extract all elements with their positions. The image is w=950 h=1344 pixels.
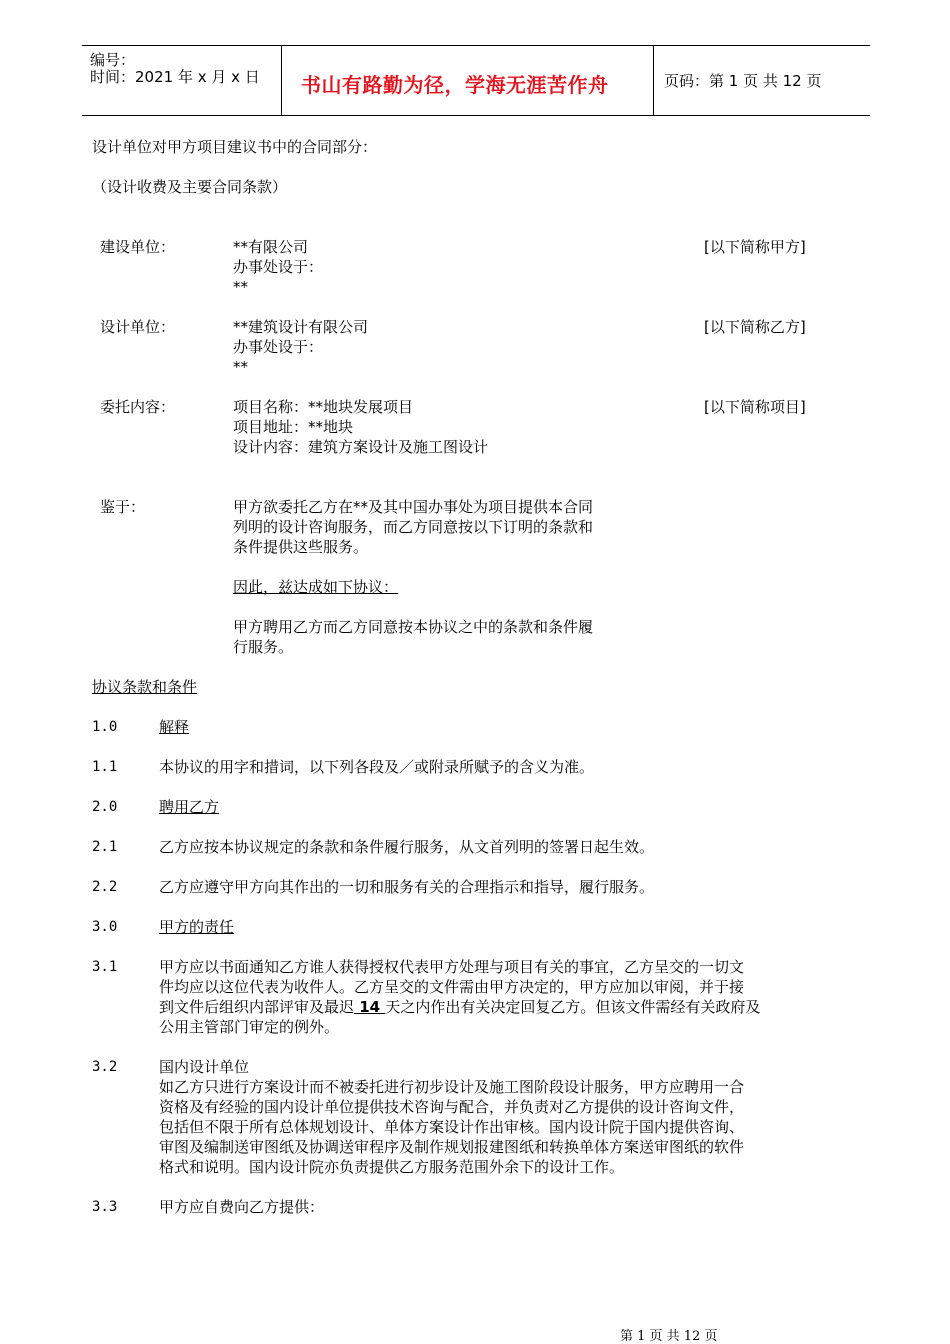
header-divider bbox=[653, 46, 654, 115]
days-value: 14 bbox=[354, 998, 386, 1016]
clause-heading: 聘用乙方 bbox=[159, 798, 220, 816]
party-line: ** bbox=[233, 358, 248, 376]
party-details bbox=[233, 397, 488, 457]
intro-line: 设计单位对甲方项目建议书中的合同部分： bbox=[92, 138, 378, 156]
party-alias: [以下简称乙方] bbox=[704, 318, 806, 336]
party-alias: [以下简称项目] bbox=[704, 398, 806, 416]
terms-heading: 协议条款和条件 bbox=[92, 678, 198, 696]
clause-line: 审图及编制送审图纸及协调送审程序及制作规划报建图纸和转换单体方案送审图纸的软件 bbox=[159, 1138, 745, 1156]
clause-number: 1.1 bbox=[92, 759, 118, 775]
clause-number: 2.2 bbox=[92, 879, 118, 895]
clause-text: 乙方应按本协议规定的条款和条件履行服务，从文首列明的签署日起生效。 bbox=[159, 838, 655, 856]
paragraph-line: 甲方欲委托乙方在**及其中国办事处为项目提供本合同 bbox=[233, 498, 594, 516]
paragraph-line: 条件提供这些服务。 bbox=[233, 538, 369, 556]
party-line: 项目地址：**地块 bbox=[233, 418, 354, 436]
clause-text bbox=[159, 1057, 864, 1177]
clause-line: 资格及有经验的国内设计单位提供技术咨询与配合，并负责对乙方提供的设计咨询文件， bbox=[159, 1098, 745, 1116]
clause-text bbox=[159, 957, 864, 1037]
document-time: 时间：2021 年 x 月 x 日 bbox=[90, 68, 260, 86]
header-slogan: 书山有路勤为径，学海无涯苦作舟 bbox=[301, 73, 609, 97]
clause-line-start: 到文件后组织内部评审及最迟 bbox=[159, 998, 355, 1016]
clause-line: 公用主管部门审定的例外。 bbox=[159, 1018, 340, 1036]
clause-number: 2.1 bbox=[92, 839, 118, 855]
party-details bbox=[233, 317, 368, 377]
clause-line: 包括但不限于所有总体规划设计、单体方案设计作出审核。国内设计院于国内提供咨询、 bbox=[159, 1118, 745, 1136]
paragraph-line: 列明的设计咨询服务，而乙方同意按以下订明的条款和 bbox=[233, 518, 594, 536]
party-line: ** bbox=[233, 278, 248, 296]
paragraph-line: 甲方聘用乙方而乙方同意按本协议之中的条款和条件履 bbox=[233, 618, 594, 636]
clause-line: 甲方应以书面通知乙方谁人获得授权代表甲方处理与项目有关的事宜，乙方呈交的一切文 bbox=[159, 958, 745, 976]
page-header bbox=[82, 45, 870, 116]
page-footer: 第 1 页 共 12 页 bbox=[620, 1329, 718, 1344]
clause-number: 3.3 bbox=[92, 1199, 118, 1215]
clause-line-end: 天之内作出有关决定回复乙方。但该文件需经有关政府及 bbox=[385, 998, 761, 1016]
document-number-label: 编号： bbox=[90, 51, 136, 69]
clause-text: 本协议的用字和措词，以下列各段及／或附录所赋予的含义为准。 bbox=[159, 758, 595, 776]
party-line: **建筑设计有限公司 bbox=[233, 318, 369, 336]
party-label: 委托内容： bbox=[100, 398, 176, 416]
agreement-paragraph bbox=[233, 617, 593, 657]
whereas-label: 鉴于： bbox=[100, 498, 146, 516]
clause-line: 格式和说明。国内设计院亦负责提供乙方服务范围外余下的设计工作。 bbox=[159, 1158, 625, 1176]
party-line: 设计内容：建筑方案设计及施工图设计 bbox=[233, 438, 489, 456]
clause-number: 3.1 bbox=[92, 959, 118, 975]
party-line: 办事处设于： bbox=[233, 258, 324, 276]
clause-text: 乙方应遵守甲方向其作出的一切和服务有关的合理指示和指导，履行服务。 bbox=[159, 878, 655, 896]
clause-text: 甲方应自费向乙方提供： bbox=[159, 1198, 325, 1216]
header-page-info: 页码：第 1 页 共 12 页 bbox=[664, 72, 822, 90]
party-line: 办事处设于： bbox=[233, 338, 324, 356]
clause-number: 1.0 bbox=[92, 719, 118, 735]
party-label: 设计单位： bbox=[100, 318, 176, 336]
clause-heading: 解释 bbox=[159, 718, 190, 736]
party-line: **有限公司 bbox=[233, 238, 309, 256]
therefore-heading: 因此，兹达成如下协议： bbox=[233, 578, 399, 596]
party-label: 建设单位： bbox=[100, 238, 176, 256]
party-line: 项目名称：**地块发展项目 bbox=[233, 398, 414, 416]
clause-heading: 甲方的责任 bbox=[159, 918, 235, 936]
clause-line: 件均应以这位代表为收件人。乙方呈交的文件需由甲方决定的，甲方应加以审阅，并于接 bbox=[159, 978, 745, 996]
intro-subtitle: （设计收费及主要合同条款） bbox=[92, 178, 288, 196]
clause-line: 如乙方只进行方案设计而不被委托进行初步设计及施工图阶段设计服务，甲方应聘用一合 bbox=[159, 1078, 745, 1096]
party-alias: [以下简称甲方] bbox=[704, 238, 806, 256]
paragraph-line: 行服务。 bbox=[233, 638, 294, 656]
whereas-paragraph bbox=[233, 497, 593, 557]
clause-number: 3.0 bbox=[92, 919, 118, 935]
clause-subheading: 国内设计单位 bbox=[159, 1058, 250, 1076]
header-divider bbox=[281, 46, 282, 115]
clause-line bbox=[159, 997, 864, 1017]
party-details bbox=[233, 237, 323, 297]
clause-number: 2.0 bbox=[92, 799, 118, 815]
clause-number: 3.2 bbox=[92, 1059, 118, 1075]
